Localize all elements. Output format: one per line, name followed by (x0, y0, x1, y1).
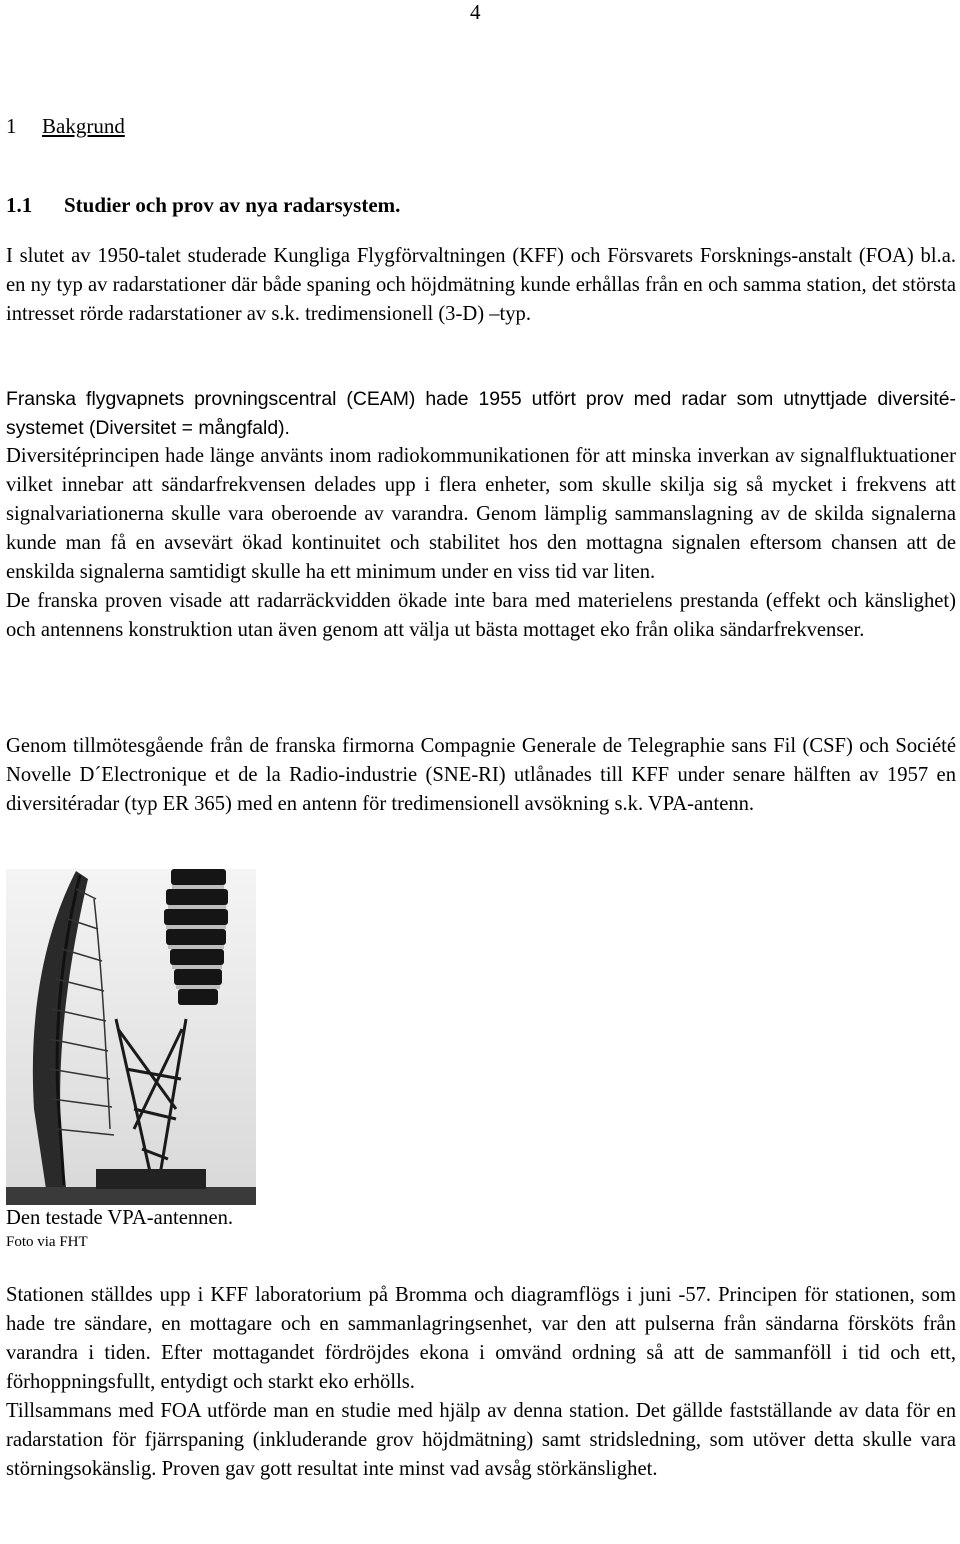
paragraph-intro (6, 242, 956, 329)
paragraph-loan (6, 732, 956, 819)
paragraph-text: Genom tillmötesgående från de franska firmorna Compagnie Generale de Telegraphie sans Fil (CSF) och Société Novelle D´Electronique et de la Radio-industrie (SNE-RI) utlånades till KFF under senare hälften av 1957 en diversitéradar (typ ER 365) med en antenn för tredimensionell avsökning s.k. VPA-antenn. (6, 735, 956, 815)
paragraph-station (6, 1281, 956, 1484)
section-heading (6, 114, 125, 139)
subsection-title: Studier och prov av nya radarsystem. (64, 193, 401, 217)
photo-credit: Foto via FHT (6, 1234, 88, 1250)
subsection-heading (6, 193, 400, 218)
antenna-photo (6, 869, 256, 1205)
paragraph-ceam (6, 385, 956, 443)
page-number: 4 (470, 0, 481, 24)
figure-caption: Den testade VPA-antennen. (6, 1207, 234, 1229)
paragraph-text: I slutet av 1950-talet studerade Kungliga Flygförvaltningen (KFF) och Försvarets Forsknings-anstalt (FOA) bl.a. en ny typ av radarstationer där både spaning och höjdmätning kunde erhållas från en och samma station, det största intresset rörde radarstationer av s.k. tredimensionell (3-D) –typ. (6, 245, 956, 325)
subsection-number: 1.1 (6, 193, 33, 217)
paragraph-text: Stationen ställdes upp i KFF laboratorium på Bromma och diagramflögs i juni -57. Principen för stationen, som hade tre sändare, en mottagare och en sammanlagringsenhet, var den att pulserna från sändarna försköts från varandra i tiden. Efter mottagandet fördröjdes ekona i omvänd ordning så att de sammanföll i tid och ett, förhoppningsfullt, entydigt och starkt eko erhölls. (6, 1284, 956, 1393)
paragraph-text: Tillsammans med FOA utförde man en studie med hjälp av denna station. Det gällde fastställande av data för en radarstation för fjärrspaning (inkluderande grov höjdmätning) samt stridsledning, som utöver detta skulle vara störningsokänslig. Proven gav gott resultat inte minst vad avsåg störkänslighet. (6, 1400, 956, 1480)
section-number: 1 (6, 114, 17, 138)
section-title: Bakgrund (42, 114, 125, 138)
paragraph-text: De franska proven visade att radarräckvidden ökade inte bara med materielens prestanda (effekt och känslighet) och antennens konstruktion utan även genom att välja ut bästa mottaget eko från olika sändarfrekvenser. (6, 590, 956, 641)
paragraph-diversity (6, 442, 956, 645)
radar-antenna-image (6, 869, 256, 1205)
paragraph-text: Franska flygvapnets provningscentral (CEAM) hade 1955 utfört prov med radar som utnyttjade diversité-systemet (Diversitet = mångfald). (6, 388, 956, 439)
paragraph-text: Diversitéprincipen hade länge använts inom radiokommunikationen för att minska inverkan av signalfluktuationer vilket innebar att sändarfrekvensen delades upp i flera enheter, som skulle skilja sig så mycket i frekvens att signalvariationerna skulle vara oberoende av varandra. Genom lämplig sammanslagning av de skilda signalerna kunde man få en avsevärt ökad kontinuitet och stabilitet hos den mottagna signalen eftersom chansen att de enskilda signalerna samtidigt skulle ha ett minimum under en viss tid var liten. (6, 445, 956, 583)
